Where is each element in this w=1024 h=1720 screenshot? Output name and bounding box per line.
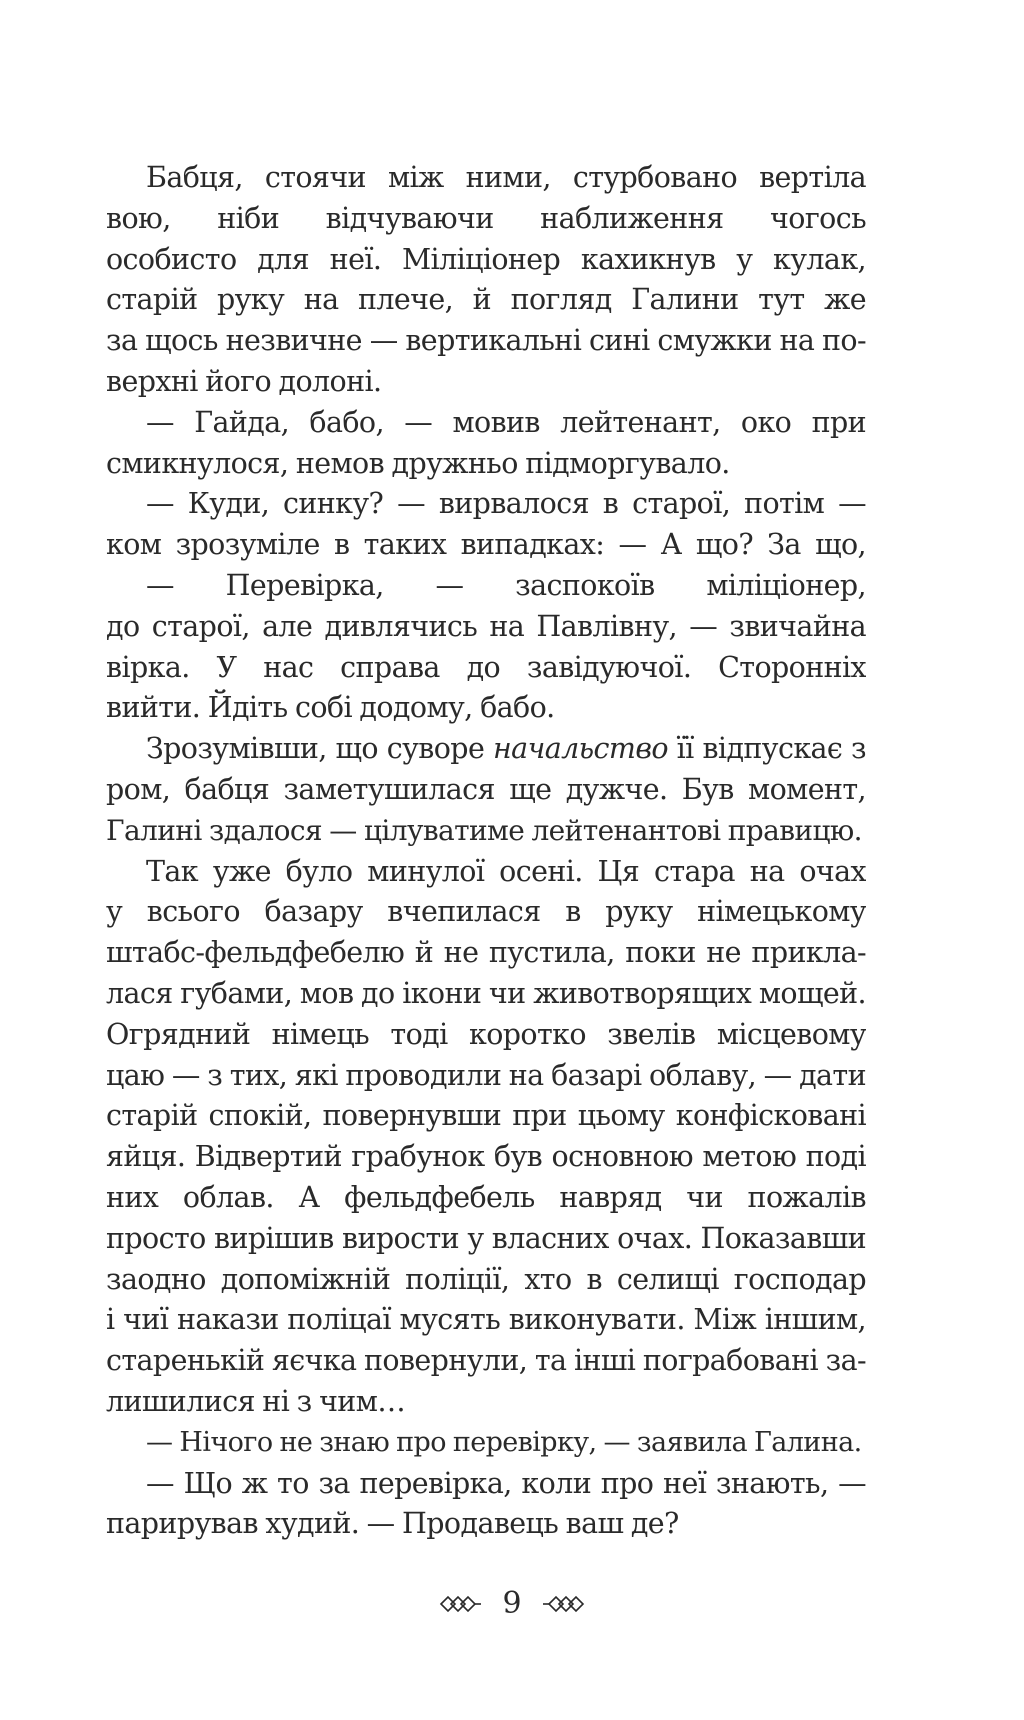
text-line: особисто для неї. Міліціонер кахикнув у кулак, [106,242,866,276]
text-line: Галині здалося — цілуватиме лейтенантові правицю. [106,813,862,847]
text-line: заодно допоміжній поліції, хто в селищі господар [106,1262,866,1296]
text-line: лишилися ні з чим… [106,1384,406,1418]
text-segment: Зрозумівши, що суворе [146,732,493,766]
emphasized-word: начальство [493,732,668,766]
text-line: до старої, але дивлячись на Павлівну, — звичайна [106,609,866,643]
text-line: смикнулося, немов дружньо підморгувало. [106,446,730,480]
text-line: вою, ніби відчуваючи наближення чогось [106,201,866,235]
text-line: парирував худий. — Продавець ваш де? [106,1507,679,1541]
text-line: верхні його долоні. [106,364,382,398]
text-line: — Перевірка, — заспокоїв міліціонер, [146,568,866,602]
page-number: 9 [502,1586,522,1621]
text-line: — Що ж то за перевірка, коли про неї знають, — [146,1466,866,1500]
text-line: старенькій яєчка повернули, та інші пограбовані за- [106,1344,866,1378]
text-line: них облав. А фельдфебель навряд чи пожалів [106,1180,866,1214]
text-line: у всього базару вчепилася в руку німецькому [106,895,866,929]
text-line: — Куди, синку? — вирвалося в старої, потім — [146,487,866,521]
text-line: старій руку на плече, й погляд Галини тут же [106,283,866,317]
left-ornament-icon [439,1594,483,1614]
body-text [106,158,866,1545]
text-segment: її відпускає з [676,732,866,766]
text-line: штабс-фельдфебелю й не пустила, поки не прикла- [106,936,866,970]
text-line: Так уже було минулої осені. Ця стара на очах [146,854,866,888]
text-line: ром, бабця заметушилася ще дужче. Був момент, [106,772,866,806]
text-line: ком зрозуміле в таких випадках: — А що? За що, [106,528,866,562]
text-line: лася губами, мов до ікони чи животворящих мощей. [106,976,866,1010]
text-line: Огрядний німець тоді коротко звелів місцевому [106,1017,866,1051]
right-ornament-icon [541,1594,585,1614]
text-line: і чиї накази поліцаї мусять виконувати. Між іншим, [106,1303,866,1337]
text-line: — Гайда, бабо, — мовив лейтенант, око при [146,405,866,439]
text-line: Бабця, стоячи між ними, стурбовано вертіла [146,161,866,194]
text-line: просто вирішив вирости у власних очах. Показавши [106,1221,866,1255]
text-line: вийти. Йдіть собі додому, бабо. [106,691,555,725]
text-line: цаю — з тих, які проводили на базарі облаву, — дати [106,1058,866,1092]
page-footer [0,1584,1024,1624]
text-line: вірка. У нас справа до завідуючої. Сторонніх [106,650,866,684]
text-line: — Нічого не знаю про перевірку, — заявила Галина. [146,1426,862,1458]
text-line [106,729,866,770]
text-line: за щось незвичне — вертикальні сині смужки на по- [106,324,866,358]
text-line: старій спокій, повернувши при цьому конфісковані [106,1099,866,1133]
text-line: яйця. Відвертий грабунок був основною метою поді [106,1140,866,1174]
